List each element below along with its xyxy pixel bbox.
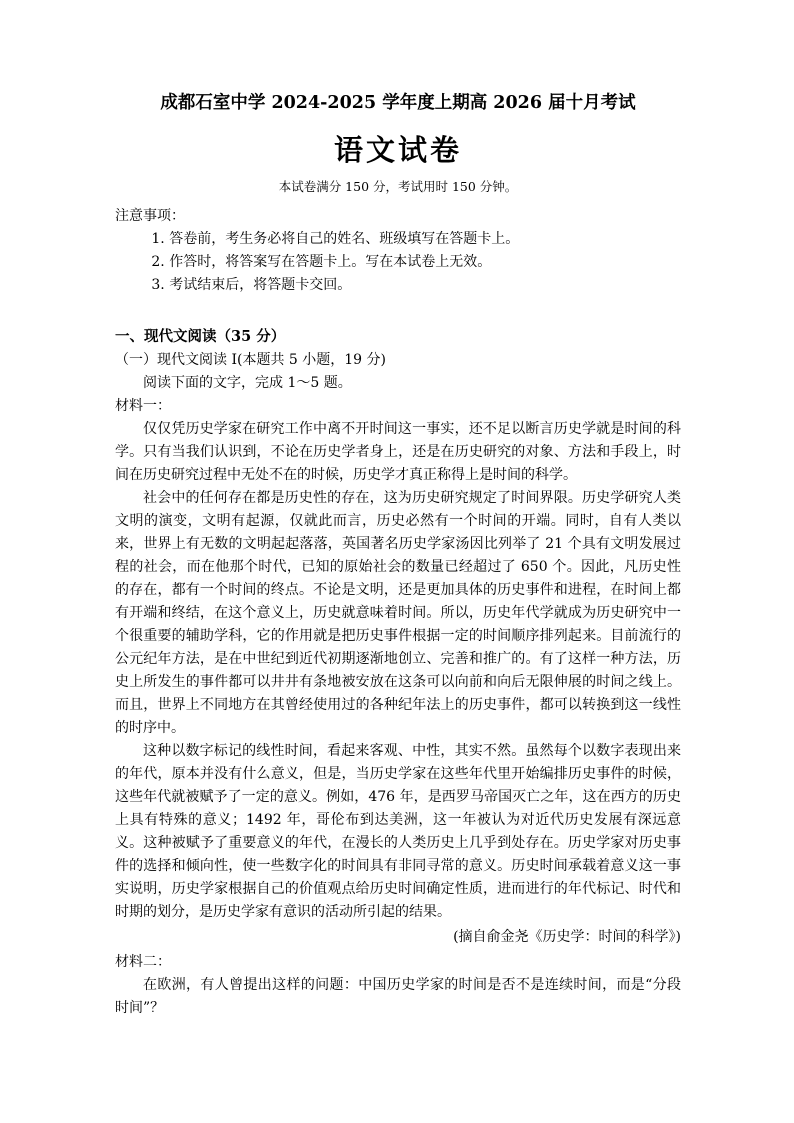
material1-label: 材料一： xyxy=(115,398,171,414)
material2-label: 材料二： xyxy=(115,954,171,970)
notice-section xyxy=(115,205,681,297)
exam-header-title: 成都石室中学 2024-2025 学年度上期高 2026 届十月考试 xyxy=(160,93,636,113)
section-heading: 一、现代文阅读（35 分） xyxy=(115,328,286,345)
material1-paragraph-1: 仅仅凭历史学家在研究工作中离不开时间这一事实，还不足以断言历史学就是时间的科学。只有当我们认识到，不论在历史学者身上，还是在历史研究的对象、方法和手段上，时间在历史研究过程中无处不在的时候，历史学才真正称得上是时间的科学。 xyxy=(115,421,681,483)
section-modern-reading xyxy=(115,325,681,1020)
notice-item-3: 3. 考试结束后，将答题卡交回。 xyxy=(151,277,352,293)
notice-label: 注意事项： xyxy=(115,208,185,224)
reading-instruction: 阅读下面的文字，完成 1～5 题。 xyxy=(143,375,352,391)
notice-item-1: 1. 答卷前，考生务必将自己的姓名、班级填写在答题卡上。 xyxy=(151,231,520,247)
material1-attribution: (摘自俞金尧《历史学：时间的科学》) xyxy=(453,929,681,945)
material2-paragraph-1: 在欧洲，有人曾提出这样的问题：中国历史学家的时间是否不是连续时间，而是“分段时间”？ xyxy=(115,977,681,1016)
material1-paragraph-3: 这种以数字标记的线性时间，看起来客观、中性，其实不然。虽然每个以数字表现出来的年代，原本并没有什么意义，但是，当历史学家在这些年代里开始编排历史事件的时候，这些年代就被赋予了一定的意义。例如，476 年，是西罗马帝国灭亡之年，这在西方的历史上具有特殊的意义；1492 年，哥伦布到达美洲，这一年被认为对近代历史发展有深远意义。这种被赋予了重要意义的年代，在漫长的人类历史上几乎到处存在。历史学家对历史事件的选择和倾向性，使一些数字化的时间具有非同寻常的意义。历史时间承载着意义这一事实说明，历史学家根据自己的价值观点给历史时间确定性质，进而进行的年代标记、时代和时期的划分，是历史学家有意识的活动所引起的结果。 xyxy=(115,743,681,920)
notice-item-2: 2. 作答时，将答案写在答题卡上。写在本试卷上无效。 xyxy=(151,254,492,270)
material1-paragraph-2: 社会中的任何存在都是历史性的存在，这为历史研究规定了时间界限。历史学研究人类文明的演变，文明有起源，仅就此而言，历史必然有一个时间的开端。同时，自有人类以来，世界上有无数的文明起起落落，英国著名历史学家汤因比列举了 21 个具有文明发展过程的社会，而在他那个时代，已知的原始社会的数量已经超过了 650 个。因此，凡历史性的存在，都有一个时间的终点。不论是文明，还是更加具体的历史事件和进程，在时间上都有开端和终结，在这个意义上，历史就意味着时间。所以，历史年代学就成为历史研究中一个很重要的辅助学科，它的作用就是把历史事件根据一定的时间顺序排列起来。目前流行的公元纪年方法，是在中世纪到近代初期逐渐地创立、完善和推广的。有了这样一种方法，历史上所发生的事件都可以井井有条地被安放在这条可以向前和向后无限伸展的时间之线上。而且，世界上不同地方在其曾经使用过的各种纪年法上的历史事件，都可以转换到这一线性的时序中。 xyxy=(115,490,681,736)
exam-info-line: 本试卷满分 150 分，考试用时 150 分钟。 xyxy=(278,179,518,194)
exam-title: 语文试卷 xyxy=(333,133,462,167)
section-subheading: （一）现代文阅读 I(本题共 5 小题，19 分) xyxy=(115,352,386,368)
